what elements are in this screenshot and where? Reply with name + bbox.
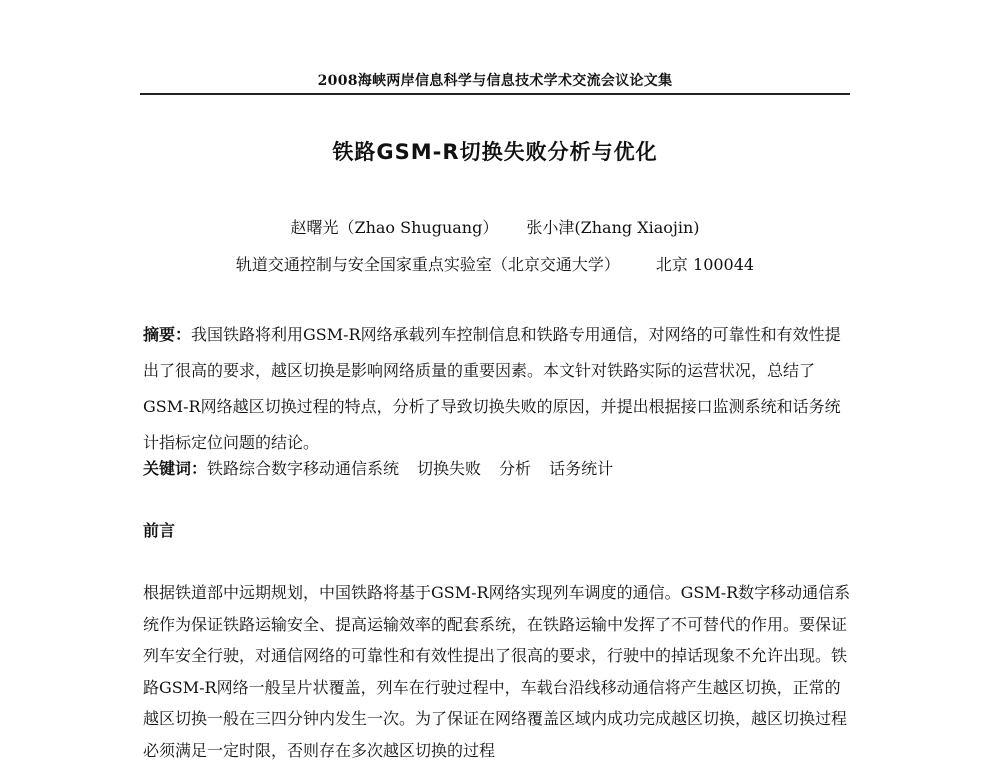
keyword-item: 分析	[499, 459, 532, 478]
keyword-item: 铁路综合数字移动通信系统	[207, 459, 400, 478]
paper-title: 铁路GSM-R切换失败分析与优化	[332, 140, 658, 164]
abstract	[143, 317, 851, 461]
keywords-label: 关键词：	[143, 459, 208, 478]
keyword-item: 切换失败	[417, 459, 482, 478]
keyword-item: 话务统计	[549, 459, 614, 478]
author-1: 赵曙光（Zhao Shuguang）	[290, 218, 499, 237]
section-body-preface: 根据铁道部中远期规划，中国铁路将基于GSM-R网络实现列车调度的通信。GSM-R数字移动通信系统作为保证铁路运输安全、提高运输效率的配套系统，在铁路运输中发挥了不可替代的作用。要保证列车安全行驶，对通信网络的可靠性和有效性提出了很高的要求，行驶中的掉话现象不允许出现。铁路GSM-R网络一般呈片状覆盖，列车在行驶过程中，车载台沿线移动通信将产生越区切换，正常的越区切换一般在三四分钟内发生一次。为了保证在网络覆盖区域内成功完成越区切换，越区切换过程必须满足一定时限，否则存在多次越区切换的过程	[143, 583, 851, 760]
affiliation-line	[140, 252, 850, 275]
abstract-label: 摘要：	[143, 325, 192, 344]
author-line	[140, 215, 850, 238]
author-2: 张小津(Zhang Xiaojin)	[526, 218, 700, 237]
header-rule	[140, 93, 850, 95]
affiliation-location: 北京 100044	[655, 255, 755, 274]
abstract-text: 我国铁路将利用GSM-R网络承载列车控制信息和铁路专用通信，对网络的可靠性和有效性提出了很高的要求，越区切换是影响网络质量的重要因素。本文针对铁路实际的运营状况，总结了GSM-R网络越区切换过程的特点，分析了导致切换失败的原因，并提出根据接口监测系统和话务统计指标定位问题的结论。	[143, 325, 841, 452]
affiliation-institution: 轨道交通控制与安全国家重点实验室（北京交通大学）	[235, 255, 620, 274]
running-header: 2008海峡两岸信息科学与信息技术学术交流会议论文集	[317, 73, 673, 89]
keywords	[143, 454, 851, 484]
section-heading-preface: 前言	[143, 521, 176, 540]
